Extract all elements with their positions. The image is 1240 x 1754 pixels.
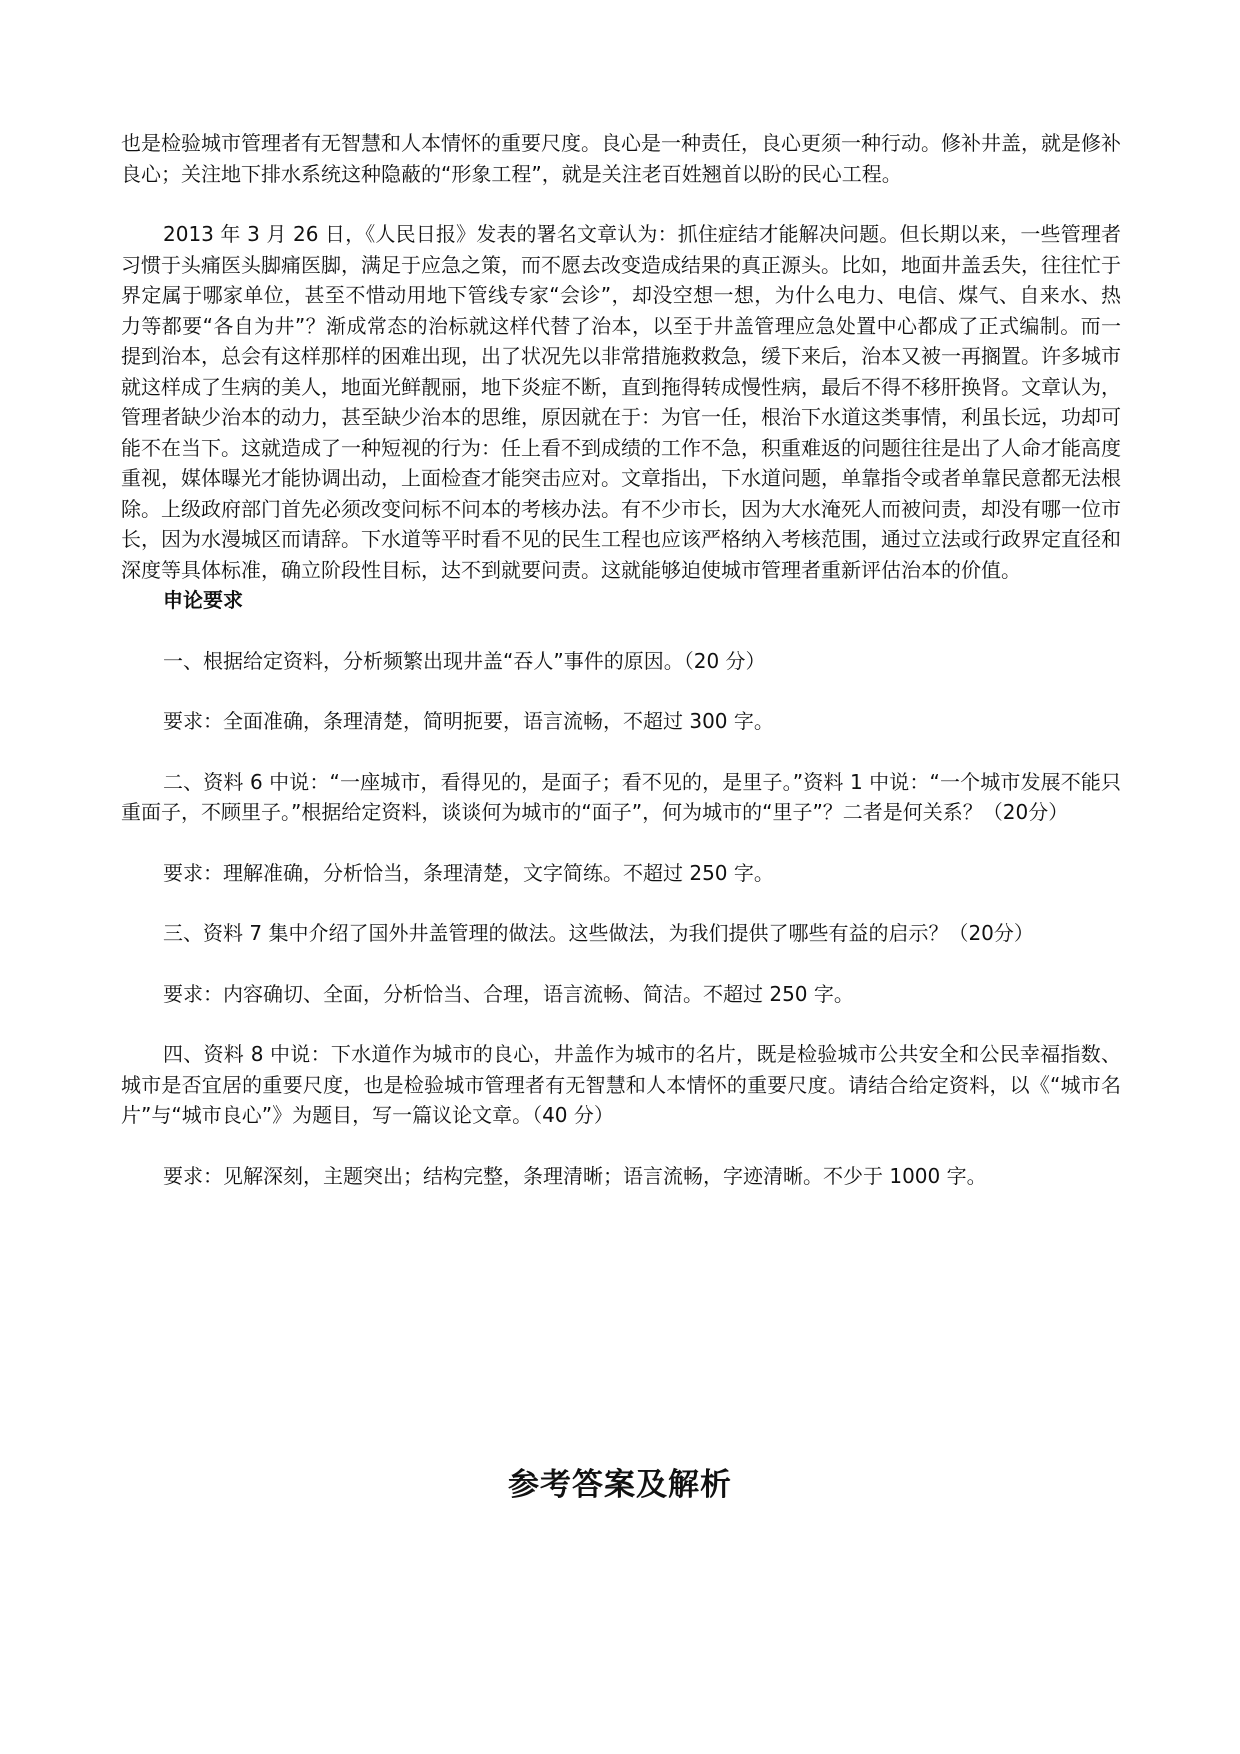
paragraph-continuation: 也是检验城市管理者有无智慧和人本情怀的重要尺度。良心是一种责任，良心更须一种行动。修补井盖，就是修补良心；关注地下排水系统这种隐蔽的“形象工程”，就是关注老百姓翘首以盼的民心工程。 — [121, 131, 1121, 186]
requirement-3: 要求：内容确切、全面，分析恰当、合理，语言流畅、简洁。不超过 250 字。 — [163, 981, 854, 1006]
question-2: 二、资料 6 中说：“一座城市，看得见的，是面子；看不见的，是里子。”资料 1 中说：“一个城市发展不能只重面子，不顾里子。”根据给定资料，谈谈何为城市的“面子”，何为城市的“里子”？二者是何关系？（20分） — [121, 769, 1121, 824]
requirement-1: 要求：全面准确，条理清楚，简明扼要，语言流畅，不超过 300 字。 — [163, 709, 774, 733]
requirement-2: 要求：理解准确，分析恰当，条理清楚，文字简练。不超过 250 字。 — [163, 860, 774, 885]
question-4: 四、资料 8 中说：下水道作为城市的良心，井盖作为城市的名片，既是检验城市公共安全和公民幸福指数、城市是否宜居的重要尺度，也是检验城市管理者有无智慧和人本情怀的重要尺度。请结合给定资料，以《“城市名片”与“城市良心”》为题目，写一篇议论文章。（40 分） — [121, 1042, 1121, 1127]
document-body — [121, 128, 1121, 1191]
question-3: 三、资料 7 集中介绍了国外井盖管理的做法。这些做法，为我们提供了哪些有益的启示？（20分） — [163, 921, 1034, 945]
answer-section-title: 参考答案及解析 — [508, 1467, 732, 1503]
requirement-4: 要求：见解深刻，主题突出；结构完整，条理清晰；语言流畅，字迹清晰。不少于 1000 字。 — [163, 1163, 987, 1188]
section-heading: 申论要求 — [163, 588, 243, 612]
paragraph-peoples-daily: 2013 年 3 月 26 日，《人民日报》发表的署名文章认为：抓住症结才能解决问题。但长期以来，一些管理者习惯于头痛医头脚痛医脚，满足于应急之策，而不愿去改变造成结果的真正源头。比如，地面井盖丢失，往往忙于界定属于哪家单位，甚至不惜动用地下管线专家“会诊”，却没空想一想，为什么电力、电信、煤气、自来水、热力等都要“各自为井”？渐成常态的治标就这样代替了治本，以至于井盖管理应急处置中心都成了正式编制。而一提到治本，总会有这样那样的困难出现，出了状况先以非常措施救救急，缓下来后，治本又被一再搁置。许多城市就这样成了生病的美人，地面光鲜靓丽，地下炎症不断，直到拖得转成慢性病，最后不得不移肝换肾。文章认为，管理者缺少治本的动力，甚至缺少治本的思维，原因就在于：为官一任，根治下水道这类事情，利虽长远，功却可能不在当下。这就造成了一种短视的行为：任上看不到成绩的工作不急，积重难返的问题往往是出了人命才能高度重视，媒体曝光才能协调出动，上面检查才能突击应对。文章指出，下水道问题，单靠指令或者单靠民意都无法根除。上级政府部门首先必须改变问标不问本的考核办法。有不少市长，因为大水淹死人而被问责，却没有哪一位市长，因为水漫城区而请辞。下水道等平时看不见的民生工程也应该严格纳入考核范围，通过立法或行政界定直径和深度等具体标准，确立阶段性目标，达不到就要问责。这就能够迫使城市管理者重新评估治本的价值。 — [121, 222, 1121, 582]
question-1: 一、根据给定资料，分析频繁出现井盖“吞人”事件的原因。（20 分） — [163, 648, 766, 673]
